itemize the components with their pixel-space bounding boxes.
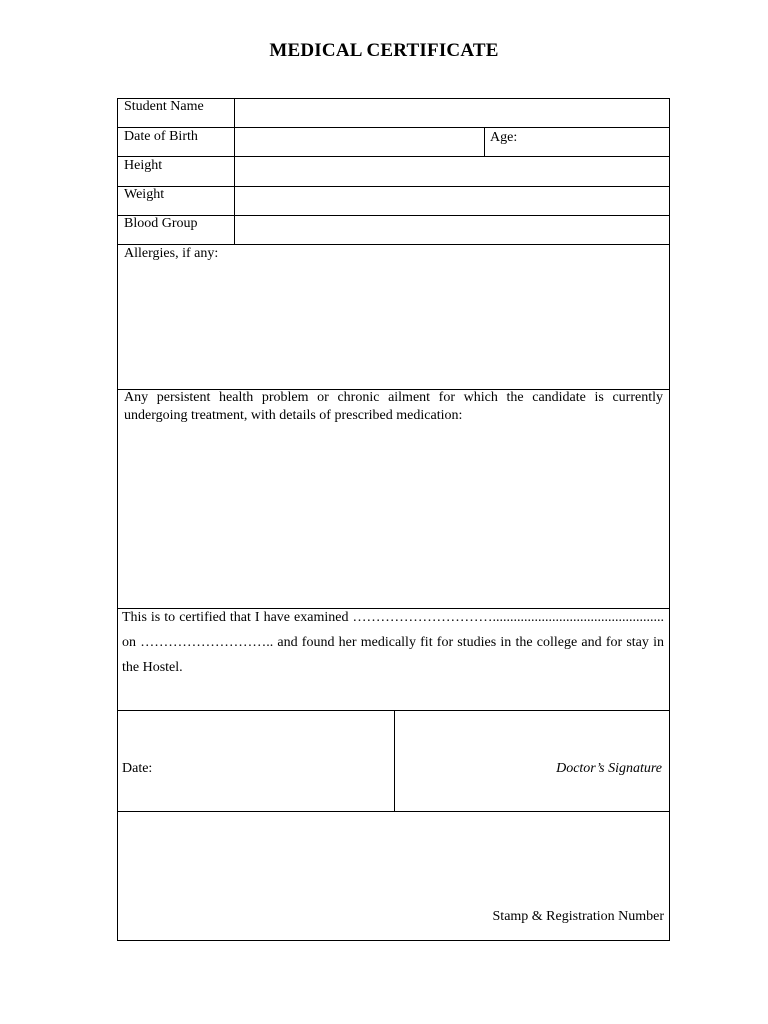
stamp-registration-label: Stamp & Registration Number — [492, 909, 664, 924]
weight-label: Weight — [124, 187, 165, 202]
blood-group-label: Blood Group — [124, 216, 198, 231]
certification-line-1: This is to certified that I have examined …………………………................................................. — [122, 610, 664, 625]
date-of-birth-label: Date of Birth — [124, 129, 198, 144]
student-name-label: Student Name — [124, 99, 204, 114]
row-divider — [118, 811, 669, 812]
height-label: Height — [124, 158, 163, 173]
label-column-divider — [234, 99, 235, 244]
age-divider — [484, 127, 485, 156]
date-label: Date: — [122, 761, 153, 776]
age-label: Age: — [490, 130, 518, 145]
row-divider — [118, 127, 669, 128]
row-divider — [118, 244, 669, 245]
certification-line-3: the Hostel. — [122, 660, 183, 675]
medical-form — [117, 98, 670, 941]
certification-line-2: on ……………………….. and found her medically fit for studies in the college and for stay in — [122, 635, 664, 650]
signature-divider — [394, 710, 395, 811]
allergies-label: Allergies, if any: — [124, 246, 219, 261]
row-divider — [118, 186, 669, 187]
document-title: MEDICAL CERTIFICATE — [269, 40, 499, 61]
persistent-health-label: Any persistent health problem or chronic ailment for which the candidate is currently undergoing treatment, with details of prescribed medication: — [124, 390, 663, 423]
row-divider — [118, 215, 669, 216]
certification-statement — [122, 605, 664, 680]
row-divider — [118, 156, 669, 157]
doctor-signature-label: Doctor’s Signature — [556, 761, 662, 776]
